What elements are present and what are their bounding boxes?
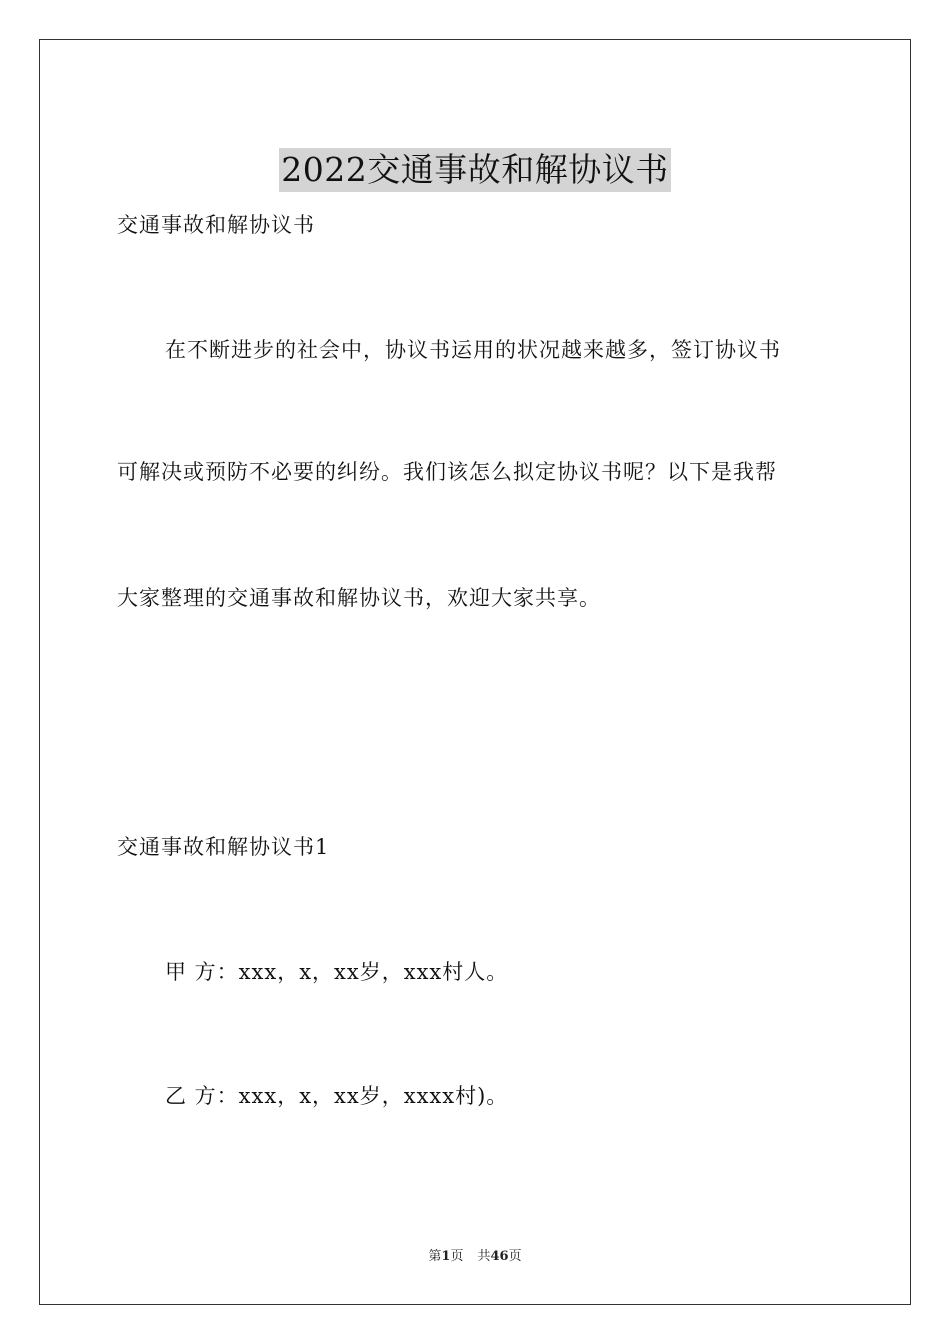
- page-footer: [0, 1248, 950, 1266]
- footer-page-suffix: 页: [450, 1249, 464, 1264]
- document-title: 2022交通事故和解协议书: [279, 148, 670, 192]
- footer-total-pages: 46: [490, 1249, 509, 1264]
- intro-line-2: 可解决或预防不必要的纠纷。我们该怎么拟定协议书呢？以下是我帮: [117, 460, 777, 484]
- footer-page-prefix: 第: [428, 1249, 442, 1264]
- title-container: [0, 126, 950, 214]
- intro-line-1: 在不断进步的社会中，协议书运用的状况越来越多，签订协议书: [165, 338, 781, 362]
- intro-line-3: 大家整理的交通事故和解协议书，欢迎大家共享。: [117, 586, 601, 610]
- footer-total-suffix: 页: [508, 1249, 522, 1264]
- party-b-line: 乙 方：xxx，x，xx岁，xxxx村)。: [165, 1084, 509, 1108]
- section-heading: 交通事故和解协议书1: [117, 835, 330, 859]
- footer-total-prefix: 共: [477, 1249, 491, 1264]
- document-subtitle: 交通事故和解协议书: [117, 213, 315, 237]
- footer-page-number: 1: [441, 1249, 451, 1264]
- party-a-line: 甲 方：xxx，x，xx岁，xxx村人。: [165, 960, 509, 984]
